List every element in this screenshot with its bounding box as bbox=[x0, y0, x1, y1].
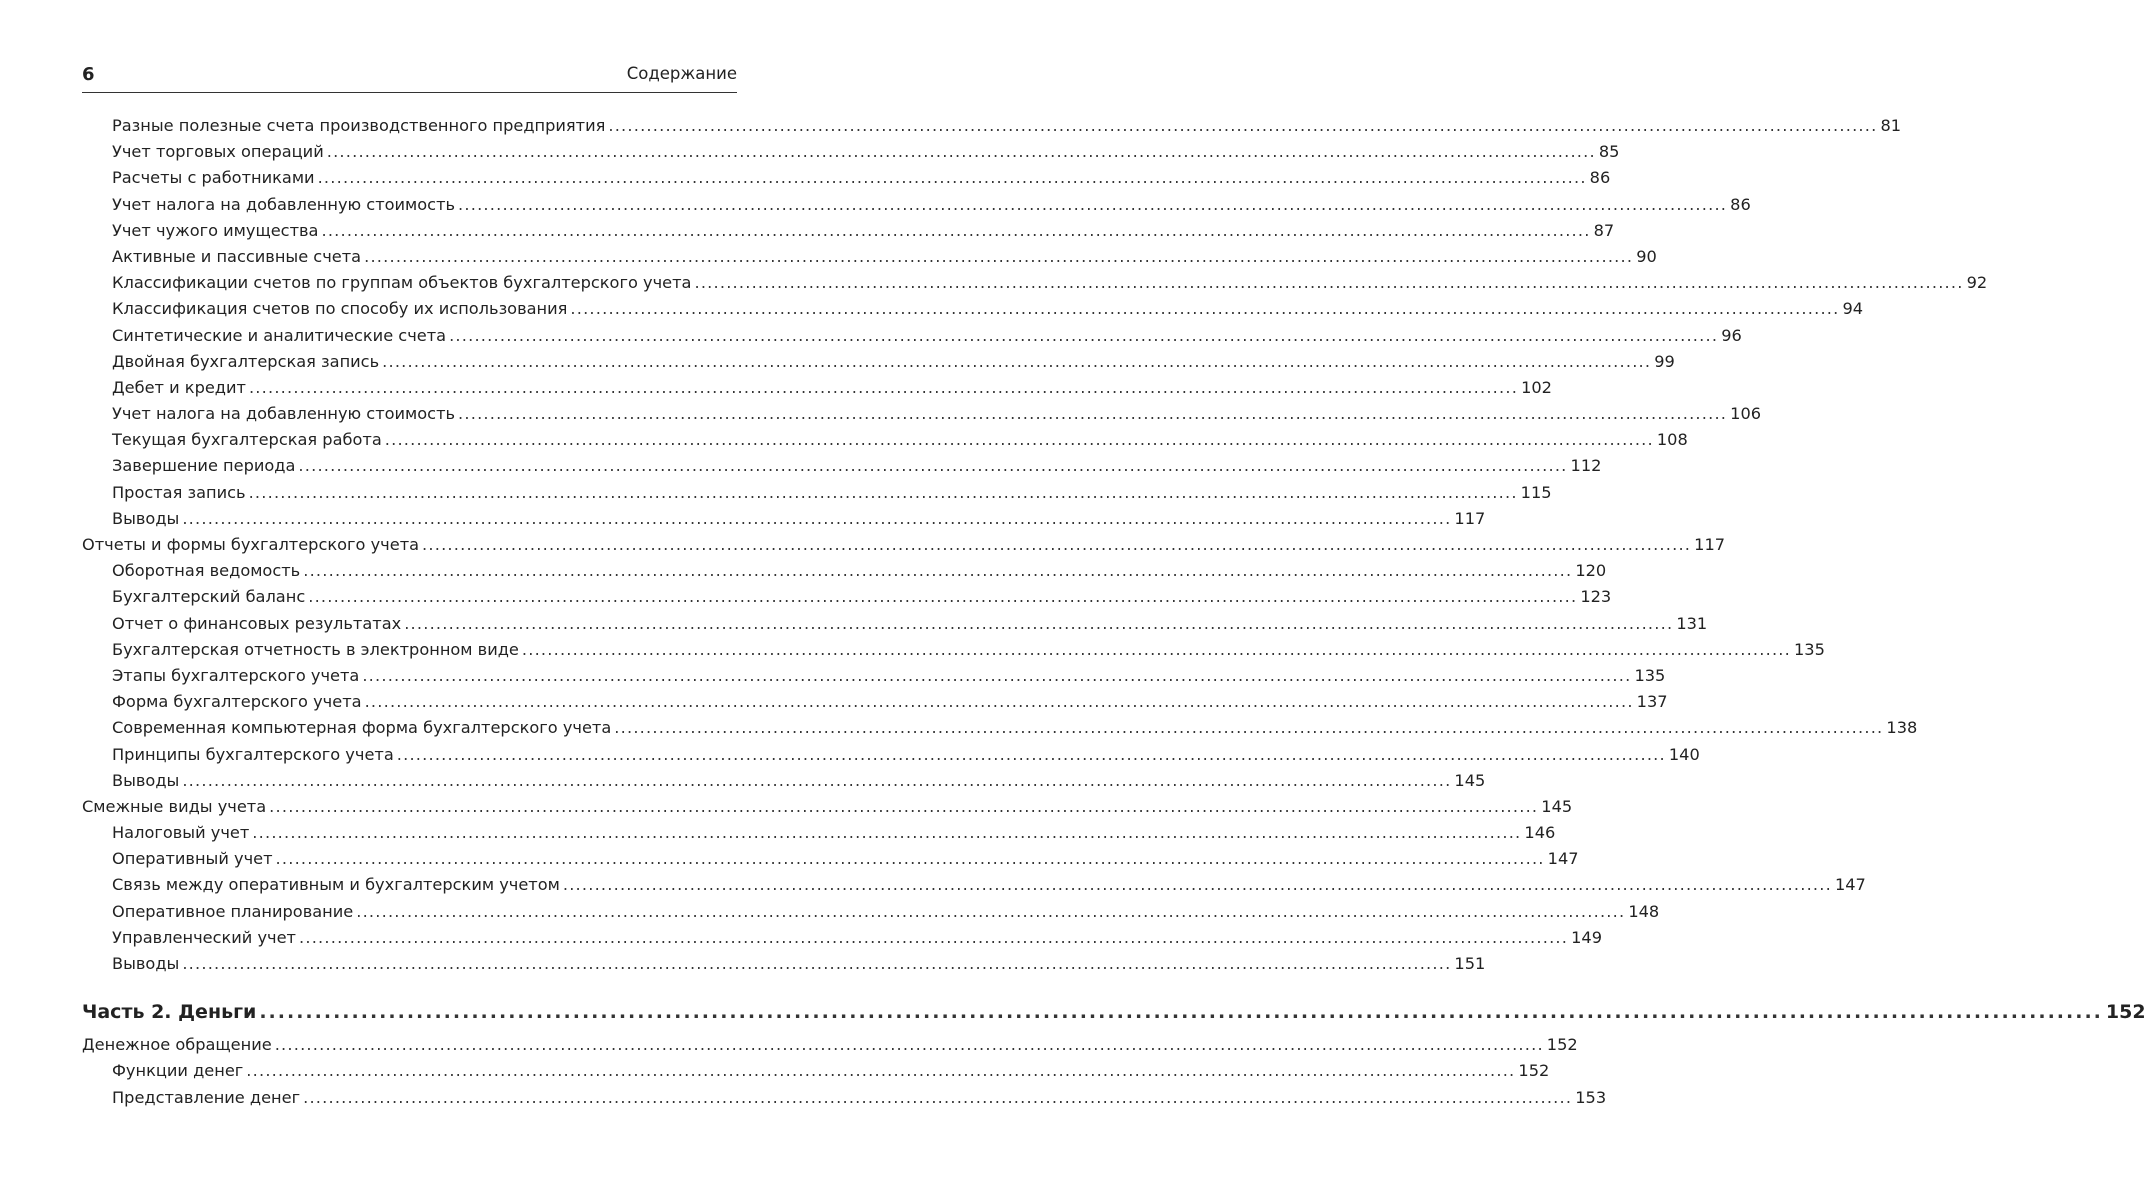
dot-leader: ........................................................................................................................................................................................................ bbox=[458, 194, 1728, 214]
dot-leader: ........................................................................................................................................................................................................ bbox=[382, 351, 1652, 371]
dot-leader: ........................................................................................................................................................................................................ bbox=[274, 1035, 1544, 1055]
dot-leader: ........................................................................................................................................................................................................ bbox=[614, 718, 1884, 738]
toc-entry-label: Учет торговых операций bbox=[112, 142, 324, 162]
toc-section[interactable] bbox=[82, 532, 1726, 558]
toc-entry-label: Оборотная ведомость bbox=[112, 561, 301, 581]
toc-entry-label: Бухгалтерская отчетность в электронном виде bbox=[112, 639, 519, 659]
toc-entry-page: 85 bbox=[1598, 142, 1620, 162]
toc-entry-page: 123 bbox=[1580, 587, 1612, 607]
toc-entry[interactable] bbox=[82, 323, 1742, 349]
toc-part-heading[interactable] bbox=[82, 996, 2146, 1028]
toc-entry-page: 108 bbox=[1656, 430, 1688, 450]
dot-leader: ........................................................................................................................................................................................................ bbox=[246, 1061, 1516, 1081]
toc-entry[interactable] bbox=[82, 689, 1668, 715]
toc-entry-label: Классификации счетов по группам объектов бухгалтерского учета bbox=[112, 273, 692, 293]
toc-entry-label: Форма бухгалтерского учета bbox=[112, 692, 362, 712]
toc-entry[interactable] bbox=[82, 375, 1552, 401]
toc-entry[interactable] bbox=[82, 715, 1918, 741]
dot-leader: ........................................................................................................................................................................................................ bbox=[321, 220, 1591, 240]
toc-entry-label: Учет налога на добавленную стоимость bbox=[112, 194, 456, 214]
toc-section-label: Смежные виды учета bbox=[82, 796, 267, 816]
toc-section[interactable] bbox=[82, 794, 1573, 820]
toc-entry-page: 149 bbox=[1571, 927, 1603, 947]
toc-entry-page: 81 bbox=[1880, 116, 1902, 135]
toc-entry-label: Синтетические и аналитические счета bbox=[112, 325, 447, 345]
toc-entry[interactable] bbox=[82, 899, 1660, 925]
toc-entry-page: 96 bbox=[1721, 325, 1742, 345]
toc-entry-label: Завершение периода bbox=[112, 456, 296, 476]
dot-leader: ........................................................................................................................................................................................................ bbox=[248, 482, 1518, 502]
toc-entry-label: Активные и пассивные счета bbox=[112, 246, 362, 266]
dot-leader: ........................................................................................................................................................................................................ bbox=[694, 273, 1964, 293]
toc-entry-label: Бухгалтерский баланс bbox=[112, 587, 306, 607]
toc-entry-label: Функции денег bbox=[112, 1061, 244, 1081]
toc-entry[interactable] bbox=[82, 768, 1486, 794]
dot-leader: ........................................................................................................................................................................................................ bbox=[364, 246, 1634, 266]
toc-entry-label: Налоговый учет bbox=[112, 823, 250, 843]
toc-entry-page: 87 bbox=[1593, 220, 1615, 240]
toc-entry[interactable] bbox=[82, 244, 1657, 270]
toc-entry[interactable] bbox=[82, 218, 1615, 244]
toc-entry[interactable] bbox=[82, 584, 1612, 610]
toc-part-page: 152 bbox=[2105, 1001, 2146, 1024]
toc-entry-page: 112 bbox=[1570, 456, 1602, 476]
toc-entry-page: 153 bbox=[1575, 1087, 1607, 1107]
toc-entry[interactable] bbox=[82, 139, 1620, 165]
toc-entry-label: Учет чужого имущества bbox=[112, 220, 319, 240]
toc-section-label: Денежное обращение bbox=[82, 1035, 272, 1055]
toc-entry-label: Текущая бухгалтерская работа bbox=[112, 430, 382, 450]
table-of-contents bbox=[82, 113, 2146, 1111]
toc-entry-label: Этапы бухгалтерского учета bbox=[112, 665, 360, 685]
toc-entry-label: Классификация счетов по способу их использования bbox=[112, 299, 568, 319]
toc-entry-label: Оперативное планирование bbox=[112, 901, 354, 921]
toc-entry-page: 106 bbox=[1730, 404, 1762, 424]
dot-leader: ........................................................................................................................................................................................................ bbox=[259, 1001, 2103, 1024]
toc-entry[interactable] bbox=[82, 506, 1486, 532]
toc-entry[interactable] bbox=[82, 453, 1602, 479]
dot-leader: ........................................................................................................................................................................................................ bbox=[608, 116, 1878, 135]
toc-entry-page: 135 bbox=[1793, 639, 1825, 659]
toc-entry[interactable] bbox=[82, 1058, 1550, 1084]
dot-leader: ........................................................................................................................................................................................................ bbox=[308, 587, 1578, 607]
toc-section-page: 117 bbox=[1694, 535, 1726, 554]
toc-section[interactable] bbox=[82, 1032, 1578, 1058]
toc-entry[interactable] bbox=[82, 820, 1556, 846]
toc-entry[interactable] bbox=[82, 637, 1825, 663]
dot-leader: ........................................................................................................................................................................................................ bbox=[269, 796, 1539, 816]
toc-entry[interactable] bbox=[82, 872, 1866, 898]
toc-entry-page: 92 bbox=[1966, 273, 1988, 293]
dot-leader: ........................................................................................................................................................................................................ bbox=[182, 954, 1452, 973]
toc-entry[interactable] bbox=[82, 192, 1751, 218]
dot-leader: ........................................................................................................................................................................................................ bbox=[248, 377, 1519, 397]
toc-entry[interactable] bbox=[82, 270, 1988, 296]
toc-entry-page: 147 bbox=[1547, 849, 1579, 869]
toc-entry-label: Отчет о финансовых результатах bbox=[112, 613, 402, 633]
toc-entry-label: Связь между оперативным и бухгалтерским учетом bbox=[112, 875, 560, 895]
dot-leader: ........................................................................................................................................................................................................ bbox=[384, 430, 1654, 450]
toc-entry-page: 115 bbox=[1520, 482, 1552, 502]
dot-leader: ........................................................................................................................................................................................................ bbox=[362, 665, 1632, 685]
toc-entry-label: Простая запись bbox=[112, 482, 246, 502]
toc-entry[interactable] bbox=[82, 296, 1864, 322]
toc-entry-label: Расчеты с работниками bbox=[112, 168, 315, 188]
dot-leader: ........................................................................................................................................................................................................ bbox=[364, 692, 1634, 712]
toc-entry[interactable] bbox=[82, 349, 1675, 375]
toc-entry[interactable] bbox=[82, 846, 1579, 872]
toc-entry[interactable] bbox=[82, 113, 1902, 139]
toc-section-page: 145 bbox=[1541, 796, 1573, 816]
dot-leader: ........................................................................................................................................................................................................ bbox=[275, 849, 1545, 869]
dot-leader: ........................................................................................................................................................................................................ bbox=[396, 744, 1666, 764]
dot-leader: ........................................................................................................................................................................................................ bbox=[182, 770, 1452, 790]
dot-leader: ........................................................................................................................................................................................................ bbox=[303, 1087, 1573, 1107]
toc-entry[interactable] bbox=[82, 401, 1762, 427]
toc-entry-page: 90 bbox=[1636, 246, 1657, 266]
toc-entry-page: 86 bbox=[1730, 194, 1751, 214]
dot-leader: ........................................................................................................................................................................................................ bbox=[562, 875, 1832, 895]
toc-entry-label: Представление денег bbox=[112, 1087, 301, 1107]
dot-leader: ........................................................................................................................................................................................................ bbox=[303, 561, 1573, 581]
toc-entry-page: 140 bbox=[1668, 744, 1700, 764]
toc-entry-label: Современная компьютерная форма бухгалтерского учета bbox=[112, 718, 612, 738]
dot-leader: ........................................................................................................................................................................................................ bbox=[422, 535, 1692, 554]
dot-leader: ........................................................................................................................................................................................................ bbox=[458, 404, 1728, 424]
toc-entry-page: 99 bbox=[1654, 351, 1675, 371]
dot-leader: ........................................................................................................................................................................................................ bbox=[326, 142, 1596, 162]
toc-section-label: Отчеты и формы бухгалтерского учета bbox=[82, 535, 420, 554]
toc-entry-label: Выводы bbox=[112, 508, 180, 528]
toc-entry-page: 117 bbox=[1454, 508, 1486, 528]
toc-entry-page: 137 bbox=[1636, 692, 1668, 712]
toc-entry-label: Принципы бухгалтерского учета bbox=[112, 744, 394, 764]
toc-entry-label: Оперативный учет bbox=[112, 849, 273, 869]
toc-entry-page: 148 bbox=[1628, 901, 1660, 921]
toc-entry-page: 120 bbox=[1575, 561, 1607, 581]
dot-leader: ........................................................................................................................................................................................................ bbox=[299, 927, 1569, 947]
dot-leader: ........................................................................................................................................................................................................ bbox=[356, 901, 1626, 921]
toc-entry[interactable] bbox=[82, 480, 1552, 506]
toc-entry-label: Выводы bbox=[112, 770, 180, 790]
toc-entry-label: Управленческий учет bbox=[112, 927, 296, 947]
toc-entry-page: 135 bbox=[1634, 665, 1666, 685]
toc-entry[interactable] bbox=[82, 1085, 1607, 1111]
dot-leader: ........................................................................................................................................................................................................ bbox=[449, 325, 1719, 345]
toc-entry-page: 145 bbox=[1454, 770, 1486, 790]
toc-entry[interactable] bbox=[82, 951, 1486, 977]
dot-leader: ........................................................................................................................................................................................................ bbox=[252, 823, 1522, 843]
toc-entry-page: 146 bbox=[1524, 823, 1556, 843]
toc-section-page: 152 bbox=[1546, 1035, 1578, 1055]
toc-entry[interactable] bbox=[82, 427, 1688, 453]
running-title: Содержание bbox=[626, 64, 737, 83]
toc-part-label: Часть 2. Деньги bbox=[82, 1001, 257, 1024]
toc-entry[interactable] bbox=[82, 925, 1603, 951]
dot-leader: ........................................................................................................................................................................................................ bbox=[570, 299, 1840, 319]
dot-leader: ........................................................................................................................................................................................................ bbox=[182, 508, 1452, 528]
toc-entry[interactable] bbox=[82, 742, 1700, 768]
toc-entry-label: Учет налога на добавленную стоимость bbox=[112, 404, 456, 424]
toc-entry-page: 131 bbox=[1676, 613, 1708, 633]
toc-entry[interactable] bbox=[82, 558, 1607, 584]
toc-entry-page: 86 bbox=[1589, 168, 1611, 188]
toc-entry-page: 151 bbox=[1454, 954, 1486, 973]
dot-leader: ........................................................................................................................................................................................................ bbox=[317, 168, 1587, 188]
page-header bbox=[82, 62, 737, 93]
toc-entry-page: 138 bbox=[1886, 718, 1918, 738]
page-number: 6 bbox=[82, 64, 95, 85]
toc-entry-label: Разные полезные счета производственного предприятия bbox=[112, 116, 606, 135]
toc-entry-label: Двойная бухгалтерская запись bbox=[112, 351, 380, 371]
dot-leader: ........................................................................................................................................................................................................ bbox=[298, 456, 1568, 476]
toc-entry[interactable] bbox=[82, 165, 1611, 191]
toc-entry-label: Дебет и кредит bbox=[112, 377, 246, 397]
toc-entry-page: 147 bbox=[1834, 875, 1866, 895]
toc-entry-page: 152 bbox=[1518, 1061, 1550, 1081]
toc-entry-label: Выводы bbox=[112, 954, 180, 973]
toc-entry-page: 102 bbox=[1521, 377, 1552, 397]
toc-entry[interactable] bbox=[82, 611, 1708, 637]
dot-leader: ........................................................................................................................................................................................................ bbox=[404, 613, 1674, 633]
dot-leader: ........................................................................................................................................................................................................ bbox=[521, 639, 1791, 659]
toc-entry[interactable] bbox=[82, 663, 1666, 689]
toc-entry-page: 94 bbox=[1842, 299, 1864, 319]
